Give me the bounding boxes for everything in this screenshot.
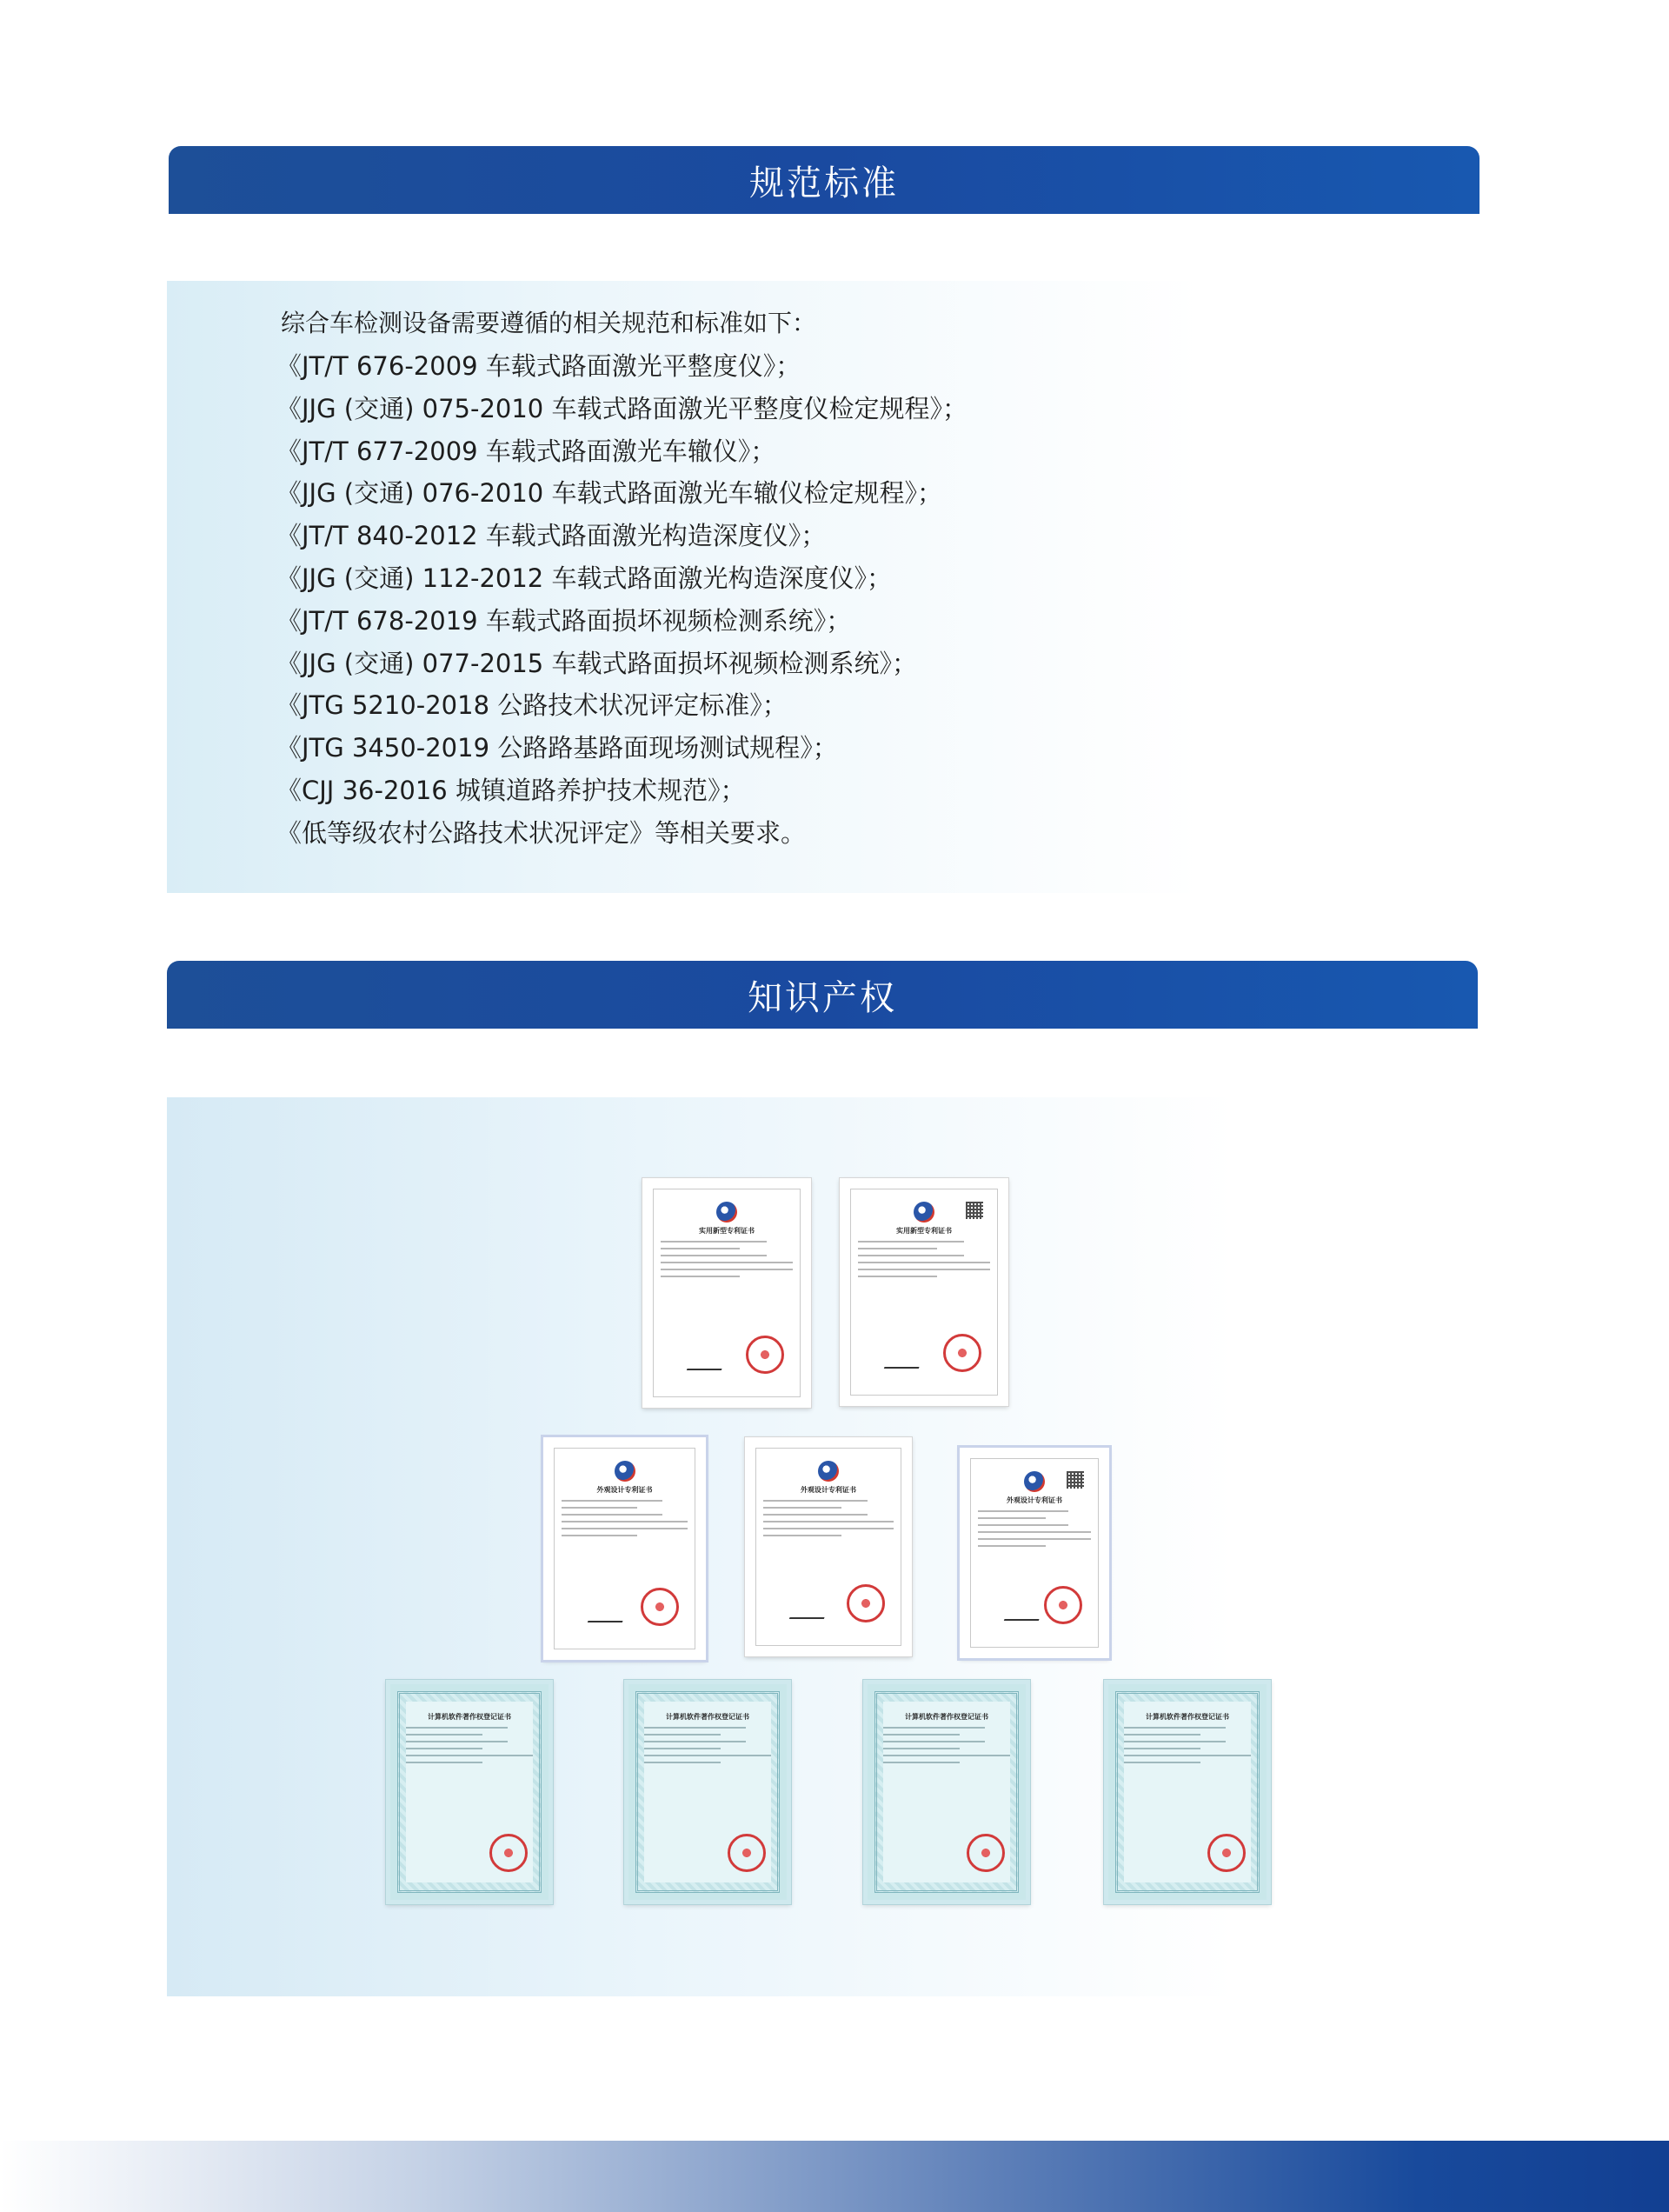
patent-office-logo-icon xyxy=(1024,1471,1045,1492)
signature-icon xyxy=(789,1609,828,1619)
standard-item: 《JJG (交通) 077-2015 车载式路面损坏视频检测系统》； xyxy=(276,648,917,678)
qr-code-icon xyxy=(966,1202,983,1219)
software-copyright-certificate xyxy=(386,1680,553,1904)
software-copyright-certificate xyxy=(863,1680,1030,1904)
standard-item: 《JT/T 676-2009 车载式路面激光平整度仪》； xyxy=(276,351,801,381)
utility-patent-certificate xyxy=(642,1178,811,1408)
standard-item: 《JTG 5210-2018 公路技术状况评定标准》； xyxy=(276,690,788,721)
official-seal-icon xyxy=(967,1834,1005,1872)
official-seal-icon xyxy=(728,1834,766,1872)
certificate-title: 计算机软件著作权登记证书 xyxy=(1146,1712,1229,1721)
design-patent-certificate xyxy=(960,1448,1109,1658)
patent-office-logo-icon xyxy=(615,1461,635,1482)
patent-office-logo-icon xyxy=(914,1202,934,1223)
software-copyright-certificate xyxy=(624,1680,791,1904)
official-seal-icon xyxy=(1207,1834,1246,1872)
standard-item: 《JJG (交通) 075-2010 车载式路面激光平整度仪检定规程》； xyxy=(276,393,967,423)
certificate-title: 实用新型专利证书 xyxy=(699,1226,755,1235)
certificate-title: 外观设计专利证书 xyxy=(801,1485,856,1494)
signature-icon xyxy=(884,1358,922,1369)
official-seal-icon xyxy=(943,1334,981,1372)
official-seal-icon xyxy=(641,1588,679,1626)
standard-item: 《JJG (交通) 112-2012 车载式路面激光构造深度仪》； xyxy=(276,563,892,593)
standard-item: 《JT/T 840-2012 车载式路面激光构造深度仪》； xyxy=(276,521,827,551)
certificate-title: 计算机软件著作权登记证书 xyxy=(905,1712,988,1721)
software-copyright-certificate xyxy=(1104,1680,1271,1904)
official-seal-icon xyxy=(489,1834,528,1872)
design-patent-certificate xyxy=(745,1437,912,1656)
patent-office-logo-icon xyxy=(716,1202,737,1223)
signature-icon xyxy=(687,1360,725,1370)
standard-item: 《低等级农村公路技术状况评定》等相关要求。 xyxy=(276,817,807,848)
official-seal-icon xyxy=(1044,1586,1082,1624)
standard-item: 《JTG 3450-2019 公路路基路面现场测试规程》； xyxy=(276,733,838,763)
section-header-ip xyxy=(167,961,1478,1029)
certificate-title: 计算机软件著作权登记证书 xyxy=(666,1712,749,1721)
design-patent-certificate xyxy=(543,1437,706,1660)
certificate-title: 实用新型专利证书 xyxy=(896,1226,952,1235)
footer-gradient-bar xyxy=(0,2141,1669,2212)
certificate-title: 计算机软件著作权登记证书 xyxy=(428,1712,511,1721)
certificate-title: 外观设计专利证书 xyxy=(1007,1496,1062,1504)
standard-item: 《JT/T 677-2009 车载式路面激光车辙仪》； xyxy=(276,436,776,466)
standard-item: 《JT/T 678-2019 车载式路面损坏视频检测系统》； xyxy=(276,605,852,636)
section-title-ip: 知识产权 xyxy=(748,977,897,1018)
signature-icon xyxy=(588,1612,626,1622)
qr-code-icon xyxy=(1067,1471,1084,1489)
utility-patent-certificate xyxy=(840,1178,1008,1406)
certificate-title: 外观设计专利证书 xyxy=(596,1485,653,1494)
section-title-standards: 规范标准 xyxy=(749,163,899,203)
standards-intro: 综合车检测设备需要遵循的相关规范和标准如下： xyxy=(281,309,817,337)
standard-item: 《JJG (交通) 076-2010 车载式路面激光车辙仪检定规程》； xyxy=(276,478,942,509)
standard-item: 《CJJ 36-2016 城镇道路养护技术规范》； xyxy=(276,775,746,805)
official-seal-icon xyxy=(746,1336,784,1374)
patent-office-logo-icon xyxy=(818,1461,839,1482)
section-header-standards xyxy=(169,146,1479,214)
standards-list xyxy=(276,345,967,855)
signature-icon xyxy=(1004,1610,1042,1621)
official-seal-icon xyxy=(847,1584,885,1622)
